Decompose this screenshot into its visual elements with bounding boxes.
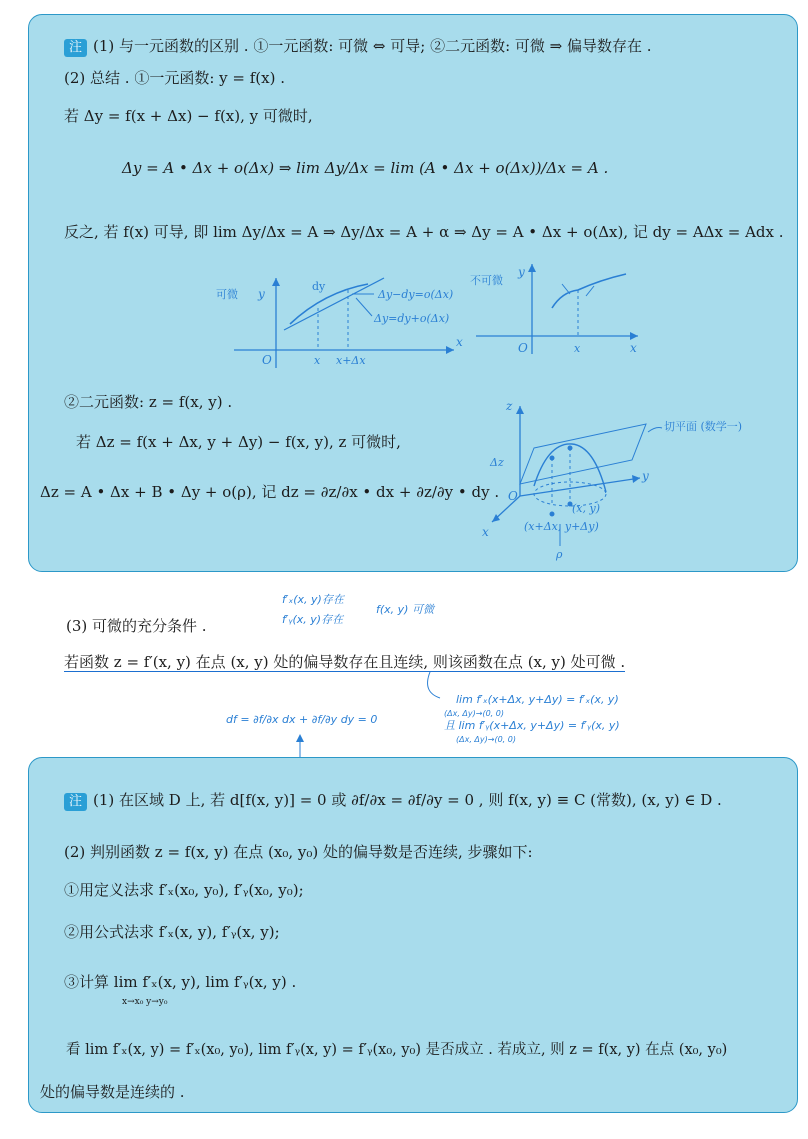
- note1-line1: 注 (1) 与一元函数的区别 . ①一元函数: 可微 ⇔ 可导; ②二元函数: 可微 ⇒ 偏导数存在 .: [64, 36, 652, 57]
- svg-text:(x+Δx, y+Δy): (x+Δx, y+Δy): [524, 520, 599, 533]
- note1-line3: 若 Δy = f(x + Δx) − f(x), y 可微时,: [64, 107, 313, 125]
- sufficient-condition: 若函数 z = f′(x, y) 在点 (x, y) 处的偏导数存在且连续, 则该函数在点 (x, y) 处可微 .: [64, 653, 626, 671]
- svg-text:x: x: [456, 335, 463, 349]
- hw-limit-fy-sub: (Δx, Δy)→(0, 0): [456, 735, 516, 744]
- note-tag: 注: [64, 39, 87, 57]
- note2-line7: 处的偏导数是连续的 .: [40, 1083, 185, 1101]
- svg-text:y: y: [518, 265, 525, 279]
- hw-limit-fx-sub: (Δx, Δy)→(0, 0): [444, 709, 504, 718]
- svg-text:O: O: [262, 353, 272, 367]
- section-heading: (3) 可微的充分条件 .: [66, 617, 207, 635]
- note2-line3: ①用定义法求 f′ₓ(x₀, y₀), f′ᵧ(x₀, y₀);: [64, 881, 304, 899]
- hw-limit-fy: 且 lim f′ᵧ(x+Δx, y+Δy) = f′ᵧ(x, y): [444, 719, 620, 732]
- note-tag: 注: [64, 793, 87, 811]
- svg-text:x: x: [574, 342, 581, 355]
- figure-tangent-plane: [476, 396, 786, 564]
- note1-line2: (2) 总结 . ①一元函数: y = f(x) .: [64, 69, 285, 87]
- svg-text:z: z: [506, 399, 513, 413]
- note1-formula1: Δy = A • Δx + o(Δx) ⇒ lim Δy/Δx = lim (A • Δx + o(Δx))/Δx = A .: [122, 159, 609, 177]
- svg-text:O: O: [508, 489, 518, 503]
- hw-fy-exists: f′ᵧ(x, y)存在: [282, 613, 344, 626]
- svg-text:(x, y): (x, y): [572, 502, 600, 515]
- svg-text:x: x: [314, 354, 321, 367]
- svg-text:y: y: [642, 469, 649, 483]
- note2-line5: ③计算 lim f′ₓ(x, y), lim f′ᵧ(x, y) .: [64, 973, 297, 991]
- note1-line5: 反之, 若 f(x) 可导, 即 lim Δy/Δx = A ⇒ Δy/Δx = A + α ⇒ Δy = A • Δx + o(Δx), 记 dy = AΔx = Adx .: [64, 223, 784, 241]
- svg-text:x: x: [482, 525, 489, 539]
- svg-text:x: x: [630, 341, 637, 355]
- hw-df-zero: df = ∂f/∂x dx + ∂f/∂y dy = 0: [226, 713, 378, 726]
- svg-text:Δz: Δz: [490, 456, 504, 469]
- hw-limit-fx: lim f′ₓ(x+Δx, y+Δy) = f′ₓ(x, y): [456, 693, 619, 706]
- svg-text:ρ: ρ: [556, 548, 563, 561]
- note1-line8: Δz = A • Δx + B • Δy + o(ρ), 记 dz = ∂z/∂x • dx + ∂z/∂y • dy .: [40, 483, 500, 501]
- svg-text:O: O: [518, 341, 528, 355]
- figure-differentiable: [214, 268, 464, 378]
- note2-line6: 看 lim f′ₓ(x, y) = f′ₓ(x₀, y₀), lim f′ᵧ(x, y) = f′ᵧ(x₀, y₀) 是否成立 . 若成立, 则 z = f(x, y) 在点 (x₀, y₀): [66, 1042, 728, 1058]
- svg-text:不可微: 不可微: [470, 274, 503, 287]
- figure-not-differentiable: [466, 258, 646, 358]
- note2-line5-sub: x→x₀ y→y₀: [122, 997, 168, 1007]
- svg-text:y: y: [258, 287, 265, 301]
- svg-text:dy: dy: [312, 280, 326, 293]
- note2-line4: ②用公式法求 f′ₓ(x, y), f′ᵧ(x, y);: [64, 923, 280, 941]
- note1-line6: ②二元函数: z = f(x, y) .: [64, 393, 233, 411]
- note1-line7: 若 Δz = f(x + Δx, y + Δy) − f(x, y), z 可微时,: [76, 433, 401, 451]
- svg-text:x+Δx: x+Δx: [336, 354, 366, 367]
- note2-line2: (2) 判别函数 z = f(x, y) 在点 (x₀, y₀) 处的偏导数是否连续, 步骤如下:: [64, 843, 533, 861]
- svg-text:Δy−dy=o(Δx): Δy−dy=o(Δx): [378, 288, 454, 301]
- hw-fx-exists: f′ₓ(x, y)存在: [282, 593, 344, 606]
- note2-line1: 注 (1) 在区域 D 上, 若 d[f(x, y)] = 0 或 ∂f/∂x = ∂f/∂y = 0 , 则 f(x, y) ≡ C (常数), (x, y) ∈ D .: [64, 790, 722, 811]
- hw-implies-diff: f(x, y) 可微: [376, 603, 434, 616]
- label-kewei: 可微: [216, 288, 238, 301]
- svg-text:切平面 (数学一): 切平面 (数学一): [664, 420, 743, 433]
- svg-text:Δy=dy+o(Δx): Δy=dy+o(Δx): [374, 312, 450, 325]
